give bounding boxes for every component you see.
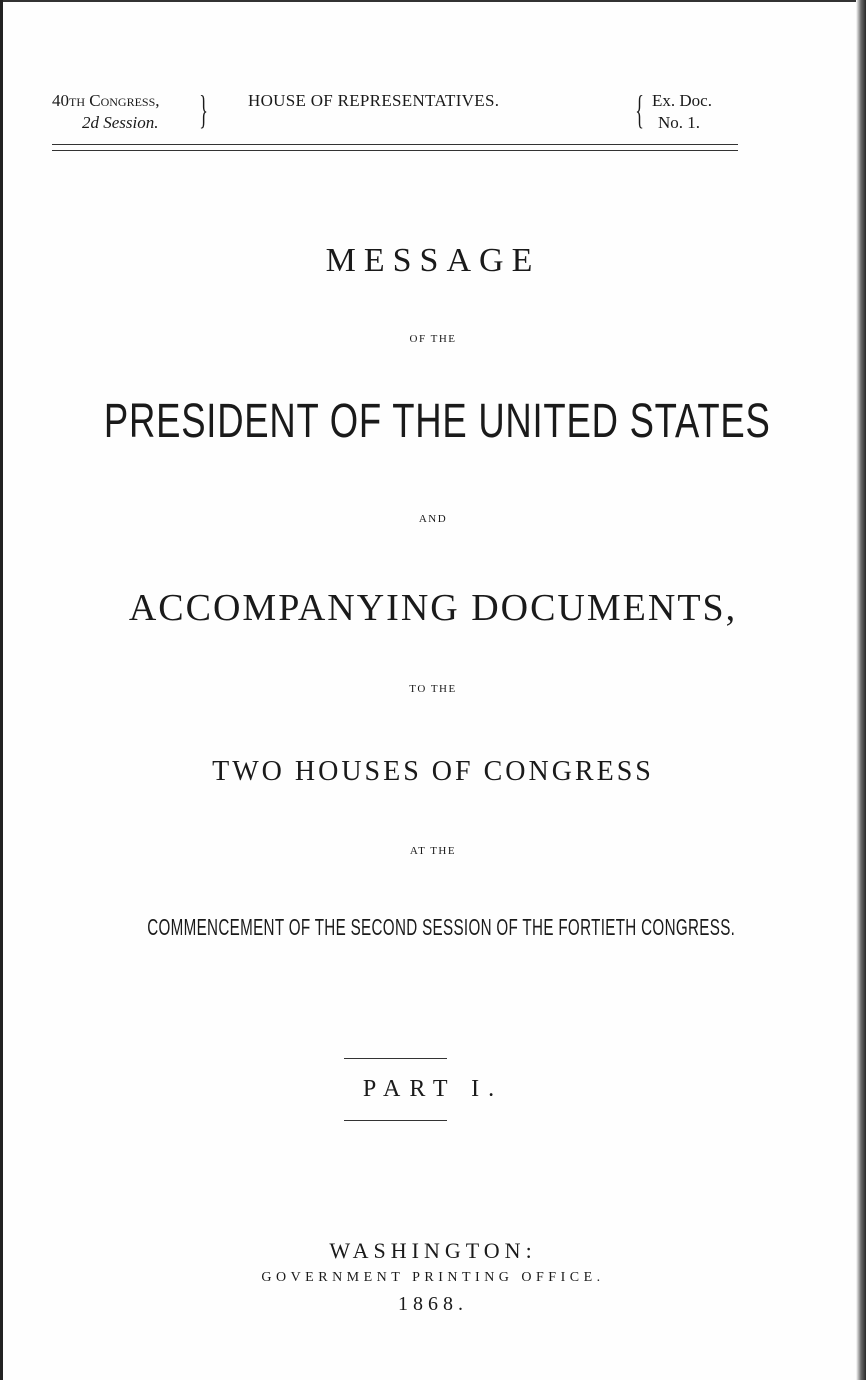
doc-type-line: Ex. Doc.	[652, 91, 712, 110]
part-rule-top	[344, 1058, 447, 1059]
house-heading: HOUSE OF REPRESENTATIVES.	[248, 91, 500, 110]
imprint-printer: GOVERNMENT PRINTING OFFICE.	[261, 1270, 605, 1285]
right-brace: }	[199, 87, 208, 132]
scan-edge-top	[0, 0, 866, 2]
of-the-connector: OF THE	[409, 333, 457, 345]
imprint-year: 1868.	[398, 1293, 468, 1315]
to-the-connector: TO THE	[409, 683, 457, 695]
document-number-block	[652, 90, 752, 134]
header-double-rule	[52, 144, 738, 151]
accompanying-documents-heading: ACCOMPANYING DOCUMENTS,	[128, 587, 738, 629]
part-label: PART I.	[362, 1076, 504, 1102]
imprint-city: WASHINGTON:	[329, 1238, 537, 1263]
at-the-connector: AT THE	[409, 845, 457, 857]
doc-number-line: No. 1.	[658, 113, 701, 132]
message-heading: MESSAGE	[325, 242, 541, 279]
left-brace: {	[635, 87, 644, 132]
two-houses-heading: TWO HOUSES OF CONGRESS	[212, 756, 654, 787]
part-rule-bottom	[344, 1120, 447, 1121]
commencement-heading: COMMENCEMENT OF THE SECOND SESSION OF THE FORTIETH CONGRESS.	[147, 914, 736, 940]
and-connector: AND	[418, 513, 448, 525]
congress-line: 40th Congress,	[52, 91, 160, 110]
document-header	[52, 87, 742, 138]
president-heading: PRESIDENT OF THE UNITED STATES	[103, 395, 771, 448]
session-line: 2d Session.	[82, 113, 159, 132]
